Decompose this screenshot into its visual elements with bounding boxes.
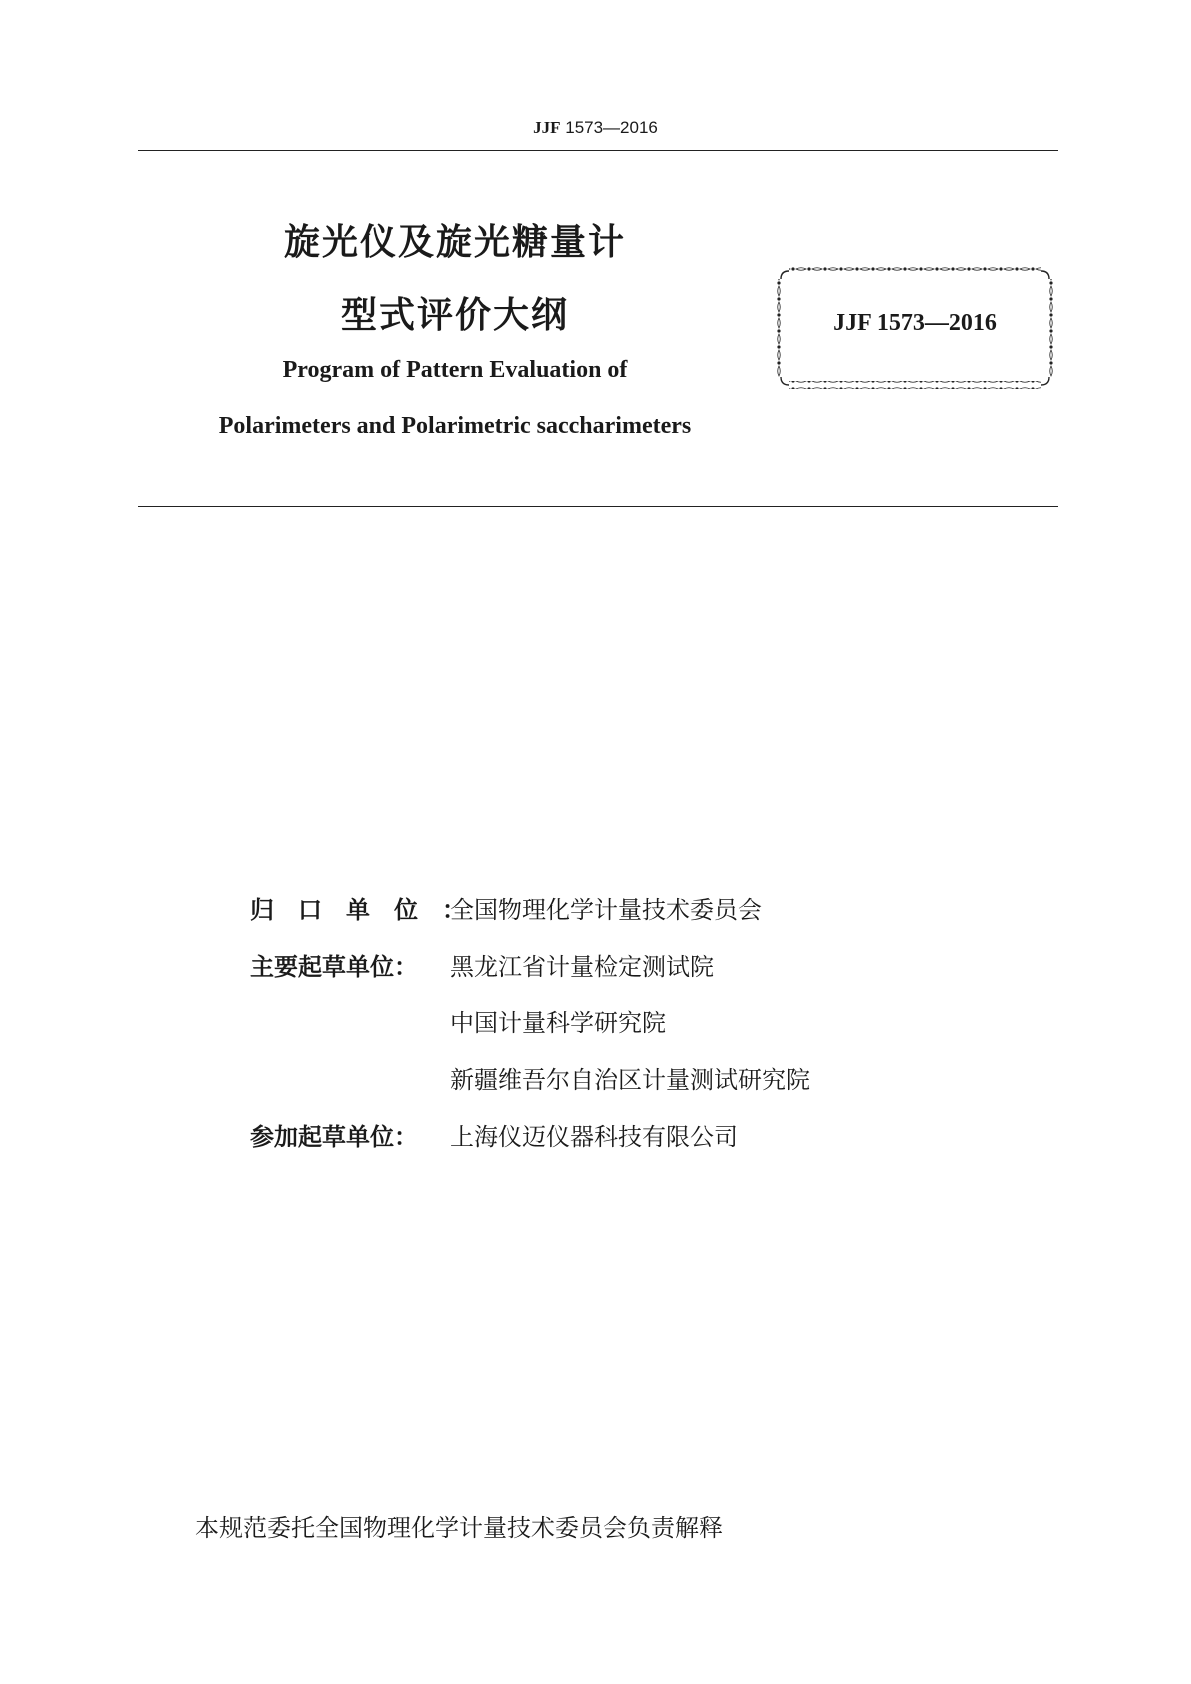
participating-org-label: 参加起草单位： (250, 1123, 418, 1151)
title-bottom-rule (138, 506, 1058, 507)
participating-org-value: 上海仪迈仪器科技有限公司 (450, 1123, 738, 1151)
running-header-number: 1573—2016 (565, 118, 658, 137)
title-en-line1: Program of Pattern Evaluation of (282, 357, 628, 383)
title-cn-line2: 型式评价大纲 (340, 295, 569, 336)
running-header (0, 118, 1191, 138)
running-header-prefix: JJF (533, 118, 561, 137)
header-rule (138, 150, 1058, 151)
participating-org-row (250, 1117, 450, 1152)
title-en-line2: Polarimeters and Polarimetric saccharimeters (218, 413, 692, 439)
main-drafting-org-value: 黑龙江省计量检定测试院 (450, 953, 714, 981)
responsible-org-label: 归口单位： (250, 896, 490, 924)
footer-note: 本规范委托全国物理化学计量技术委员会负责解释 (195, 1514, 723, 1542)
main-drafting-org-value: 中国计量科学研究院 (450, 1009, 666, 1037)
title-cn-line1: 旋光仪及旋光糖量计 (283, 222, 626, 263)
responsible-org-value: 全国物理化学计量技术委员会 (450, 896, 762, 924)
code-box-text: JJF 1573—2016 (833, 310, 997, 336)
responsible-org-row (250, 890, 490, 925)
main-drafting-org-label: 主要起草单位： (250, 953, 418, 981)
main-drafting-org-row (250, 947, 450, 982)
main-drafting-org-value: 新疆维吾尔自治区计量测试研究院 (450, 1066, 810, 1094)
